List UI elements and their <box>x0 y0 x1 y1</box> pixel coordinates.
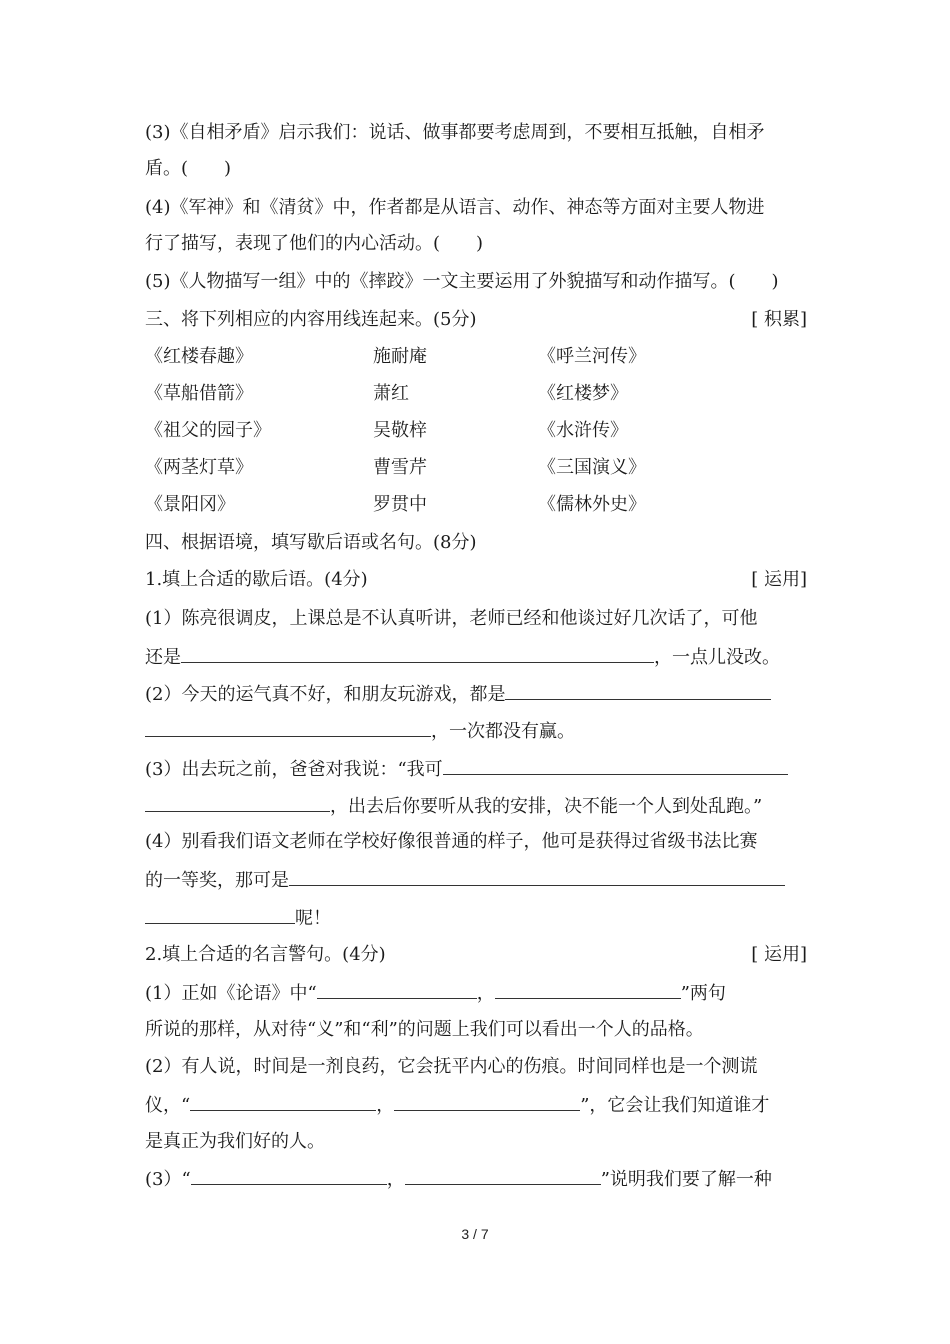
matching-left-4: 《两茎灯草》 <box>145 457 253 478</box>
m3-answer-blank-a[interactable] <box>191 1166 387 1185</box>
part2-title: 2.填上合适的名言警句。(4分) <box>145 944 386 965</box>
m1-answer-blank-b[interactable] <box>495 980 681 999</box>
matching-author-3: 吴敬梓 <box>373 420 427 441</box>
matching-left-3: 《祖父的园子》 <box>145 420 271 441</box>
q3-suffix: ，出去后你要听从我的安排，决不能一个人到处乱跑。” <box>330 796 763 817</box>
q4-answer-blank-a[interactable] <box>289 867 785 886</box>
matching-book-4: 《三国演义》 <box>538 457 646 478</box>
quote-m2-line2 <box>145 1092 807 1119</box>
section3-title: 三、将下列相应的内容用线连起来。(5分) <box>145 309 477 330</box>
matching-left-5: 《景阳冈》 <box>145 494 235 515</box>
xiehouyu-q4-line2 <box>145 867 807 894</box>
matching-left-2: 《草船借箭》 <box>145 383 253 404</box>
judge-q3-line1: (3)《自相矛盾》启示我们：说话、做事都要考虑周到，不要相互抵触，自相矛 <box>145 122 765 143</box>
xiehouyu-q3-line1 <box>145 756 807 783</box>
q4-answer-blank-b[interactable] <box>145 905 295 924</box>
xiehouyu-q2-line1 <box>145 681 807 708</box>
q2-answer-blank-b[interactable] <box>145 718 431 737</box>
matching-book-5: 《儒林外史》 <box>538 494 646 515</box>
m1-answer-blank-a[interactable] <box>317 980 477 999</box>
q2-answer-blank-a[interactable] <box>505 681 771 700</box>
judge-q4-line1: (4)《军神》和《清贫》中，作者都是从语言、动作、神态等方面对主要人物进 <box>145 197 765 218</box>
m1-suffix: ”两句 <box>680 983 726 1004</box>
matching-author-1: 施耐庵 <box>373 346 427 367</box>
xiehouyu-q2-line2 <box>145 718 807 745</box>
q2-prefix: (2）今天的运气真不好，和朋友玩游戏，都是 <box>145 684 506 705</box>
quote-m2-line3: 是真正为我们好的人。 <box>145 1131 325 1152</box>
part1-title: 1.填上合适的歇后语。(4分) <box>145 569 368 590</box>
q3-answer-blank-b[interactable] <box>145 793 330 812</box>
q4-suffix: 呢！ <box>295 908 331 929</box>
m3-prefix: (3）“ <box>145 1169 191 1190</box>
q3-answer-blank-a[interactable] <box>443 756 788 775</box>
matching-book-1: 《呼兰河传》 <box>538 346 646 367</box>
m2-suffix: ”，它会让我们知道谁才 <box>580 1095 770 1116</box>
q1-suffix: ，一点儿没改。 <box>654 647 780 668</box>
judge-q4-line2: 行了描写，表现了他们的内心活动。( ) <box>145 233 484 254</box>
m3-answer-blank-b[interactable] <box>405 1166 601 1185</box>
xiehouyu-q3-line2 <box>145 793 807 820</box>
m2-answer-blank-b[interactable] <box>394 1092 580 1111</box>
m1-comma: ， <box>476 983 495 1004</box>
matching-author-4: 曹雪芹 <box>373 457 427 478</box>
xiehouyu-q1-line2 <box>145 644 807 671</box>
matching-author-5: 罗贯中 <box>373 494 427 515</box>
q3-prefix: (3）出去玩之前，爸爸对我说：“我可 <box>145 759 443 780</box>
m2-prefix: 仪，“ <box>145 1095 191 1116</box>
section3-tag: [ 积累] <box>751 309 807 330</box>
matching-author-2: 萧红 <box>373 383 409 404</box>
section4-title: 四、根据语境，填写歇后语或名句。(8分) <box>145 532 477 553</box>
q1-answer-blank[interactable] <box>181 644 654 663</box>
part2-tag: [ 运用] <box>751 944 807 965</box>
q1-prefix: 还是 <box>145 647 181 668</box>
q2-suffix: ，一次都没有赢。 <box>431 721 575 742</box>
section3-heading <box>145 307 807 333</box>
quote-m1-line2: 所说的那样，从对待“义”和“利”的问题上我们可以看出一个人的品格。 <box>145 1019 704 1040</box>
quote-m1-line1 <box>145 980 807 1007</box>
matching-left-1: 《红楼春趣》 <box>145 346 253 367</box>
xiehouyu-q4-line3 <box>145 905 807 932</box>
m3-comma: ， <box>386 1169 405 1190</box>
part2-heading <box>145 942 807 968</box>
part1-tag: [ 运用] <box>751 569 807 590</box>
m2-answer-blank-a[interactable] <box>190 1092 376 1111</box>
m2-comma: ， <box>376 1095 395 1116</box>
part1-heading <box>145 567 807 593</box>
matching-book-3: 《水浒传》 <box>538 420 628 441</box>
judge-q5: (5)《人物描写一组》中的《摔跤》一文主要运用了外貌描写和动作描写。( ) <box>145 271 779 292</box>
m3-suffix: ”说明我们要了解一种 <box>600 1169 772 1190</box>
quote-m3-line1 <box>145 1166 807 1193</box>
xiehouyu-q1-line1: (1）陈亮很调皮，上课总是不认真听讲，老师已经和他谈过好几次话了，可他 <box>145 608 758 629</box>
xiehouyu-q4-line1: (4）别看我们语文老师在学校好像很普通的样子，他可是获得过省级书法比赛 <box>145 831 758 852</box>
page-number: 3 / 7 <box>461 1226 489 1242</box>
judge-q3-line2: 盾。( ) <box>145 158 232 179</box>
q4-prefix: 的一等奖，那可是 <box>145 870 289 891</box>
m1-prefix: (1）正如《论语》中“ <box>145 983 317 1004</box>
matching-book-2: 《红楼梦》 <box>538 383 628 404</box>
quote-m2-line1: (2）有人说，时间是一剂良药，它会抚平内心的伤痕。时间同样也是一个测谎 <box>145 1056 758 1077</box>
